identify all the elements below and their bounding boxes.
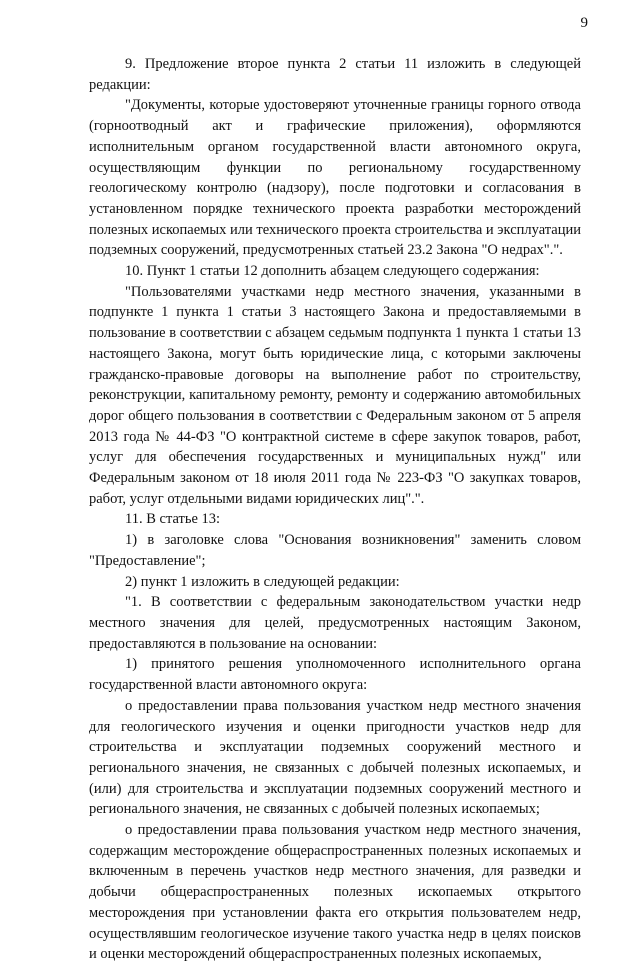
page-number: 9 xyxy=(580,15,588,31)
paragraph-quoted-documents: "Документы, которые удостоверяют уточненные границы горного отвода (горноотводный акт и графические приложения), оформляются исполнительным органом государственной власти автономного округа, осуществляющим функции по региональному государственному геологическому контролю (надзору), после подготовки и согласования в установленном порядке технического проекта разработки месторождений полезных ископаемых или технического проекта строительства и эксплуатации подземных сооружений, предусмотренных статьей 23.2 Закона "О недрах".". xyxy=(89,97,581,259)
paragraph-item-10: 10. Пункт 1 статьи 12 дополнить абзацем следующего содержания: xyxy=(125,263,540,280)
paragraph-geological-study: о предоставлении права пользования участком недр местного значения для геологического изучения и оценки пригодности участков недр для строительства и эксплуатации подземных сооружений местного и регионального значения, не связанных с добычей полезных ископаемых, и (или) для строительства и эксплуатации подземных сооружений местного и регионального значения, не связанных с добычей полезных ископаемых; xyxy=(89,697,581,818)
document-body xyxy=(89,54,581,965)
paragraph-quoted-point-1: "1. В соответствии с федеральным законодательством участки недр местного значения для целей, предусмотренных настоящим Законом, предоставляются в пользование на основании: xyxy=(89,594,581,652)
paragraph-subitem-1: 1) в заголовке слова "Основания возникновения" заменить словом "Предоставление"; xyxy=(89,532,581,569)
paragraph-item-9: 9. Предложение второе пункта 2 статьи 11 изложить в следующей редакции: xyxy=(89,56,581,93)
paragraph-deposit-right: о предоставлении права пользования участком недр местного значения, содержащим месторождение общераспространенных полезных ископаемых и включенным в перечень участков недр местного значения, для разведки и добычи общераспространенных полезных ископаемых открытого месторождения при установлении факта его открытия пользователем недр, осуществлявшим геологическое изучение такого участка недр в целях поисков и оценки месторождений общераспространенных полезных ископаемых, xyxy=(89,822,581,963)
paragraph-quoted-users: "Пользователями участками недр местного значения, указанными в подпункте 1 пункта 1 статьи 3 настоящего Закона и предоставляемыми в пользование в соответствии с абзацем седьмым подпункта 1 пункта 1 статьи 13 настоящего Закона, могут быть юридические лица, с которыми заключены гражданско-правовые договоры на выполнение работ по строительству, реконструкции, капитальному ремонту, ремонту и содержанию автомобильных дорог общего пользования в соответствии с Федеральным законом от 5 апреля 2013 года № 44-ФЗ "О контрактной системе в сфере закупок товаров, работ, услуг для обеспечения государственных и муниципальных нужд" или Федеральным законом от 18 июля 2011 года № 223-ФЗ "О закупках товаров, работ, услуг отдельными видами юридических лиц".". xyxy=(89,283,581,507)
paragraph-decision: 1) принятого решения уполномоченного исполнительного органа государственной власти автономного округа: xyxy=(89,656,581,694)
paragraph-item-11: 11. В статье 13: xyxy=(125,511,221,528)
paragraph-subitem-2: 2) пункт 1 изложить в следующей редакции: xyxy=(125,573,400,590)
